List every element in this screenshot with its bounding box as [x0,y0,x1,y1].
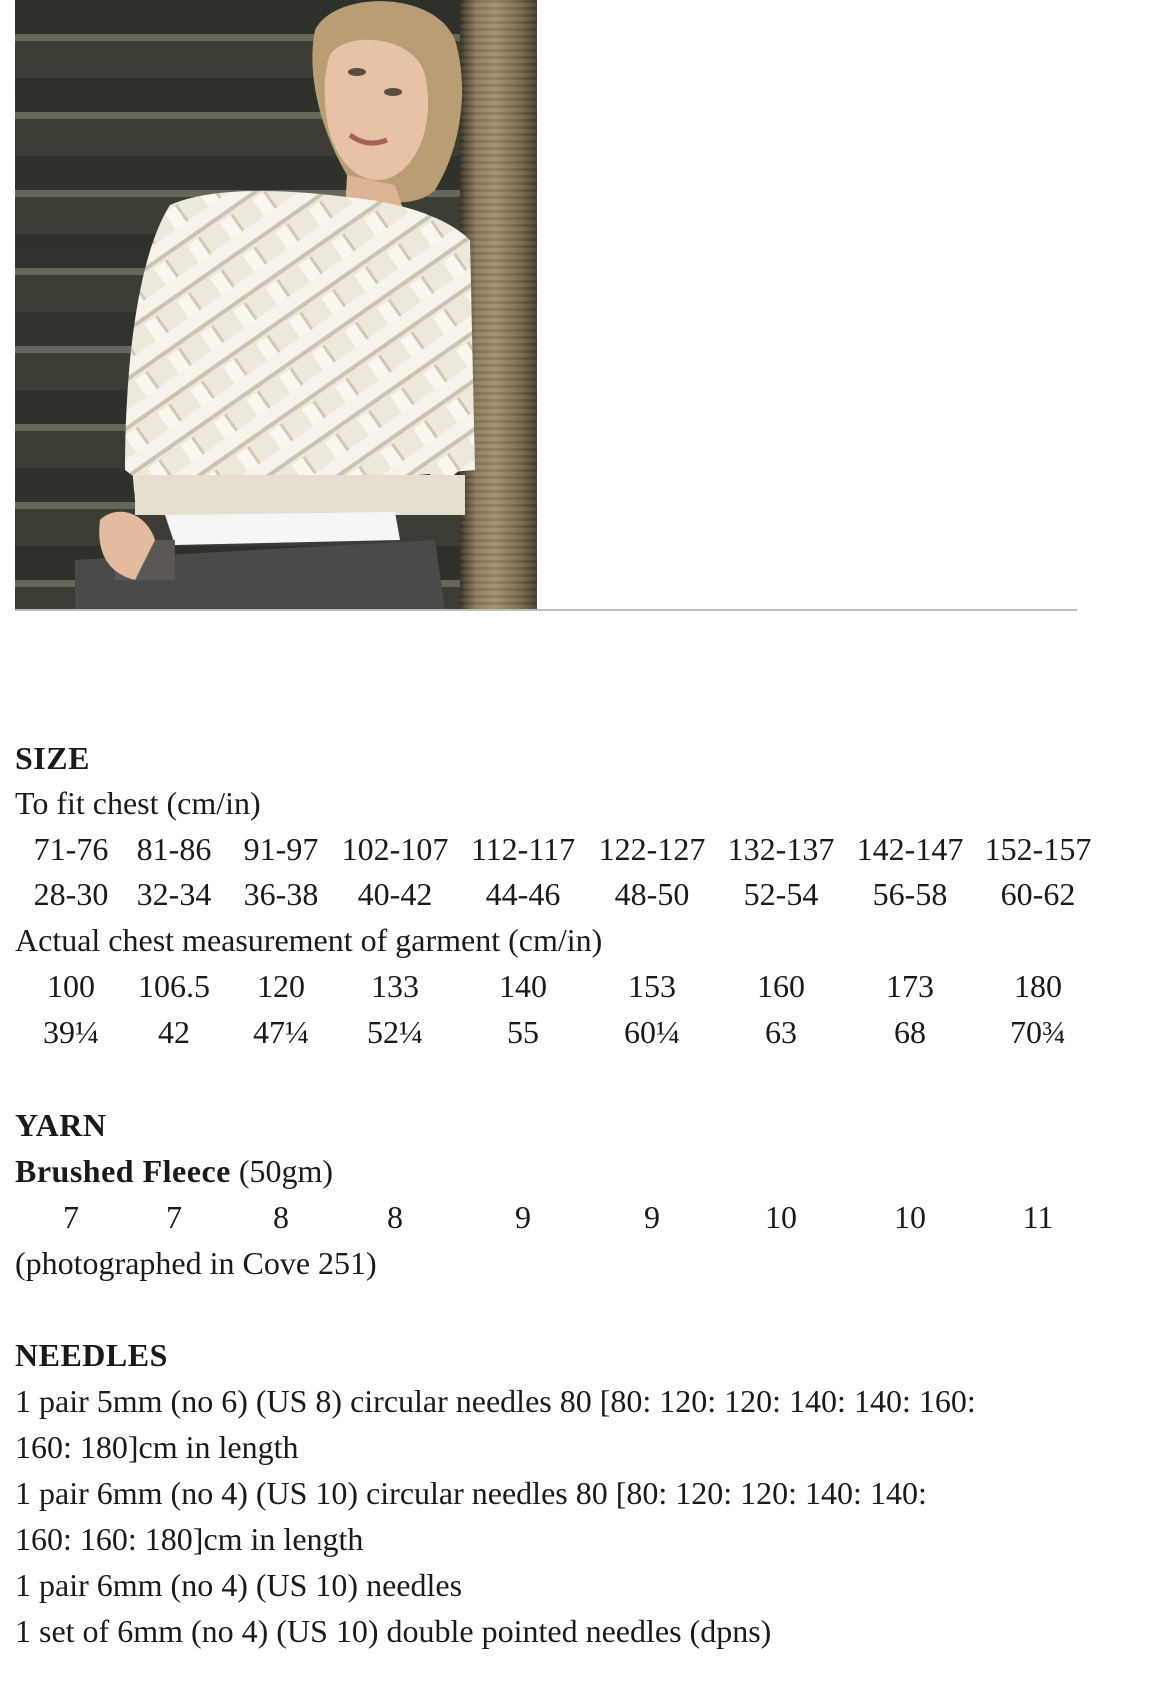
size-heading: SIZE [15,740,90,776]
size-cell: 60¼ [624,1014,680,1050]
size-cell: 42 [158,1014,190,1050]
size-cell: 40-42 [357,876,433,912]
yarn-weight: (50gm) [238,1153,334,1189]
model-photo [15,0,537,609]
size-cell: 102-107 [341,831,449,867]
size-cell: 47¼ [253,1014,309,1050]
size-cell: 122-127 [598,831,706,867]
quantity-cell: 10 [894,1199,926,1235]
quantity-cell: 11 [1022,1199,1054,1235]
size-cell: 52-54 [743,876,819,912]
size-cell: 160 [757,968,805,1004]
woman-in-cable-sweater [15,0,537,609]
needles-line: 1 pair 6mm (no 4) (US 10) needles [15,1567,463,1603]
yarn-line [15,1153,333,1190]
size-cell: 68 [894,1014,926,1050]
size-cell: 133 [371,968,419,1004]
needles-line: 1 set of 6mm (no 4) (US 10) double pointed needles (dpns) [15,1613,772,1649]
size-cell: 39¼ [43,1014,99,1050]
yarn-heading: YARN [15,1107,107,1143]
needles-line: 160: 180]cm in length [15,1429,299,1465]
yarn-name: Brushed Fleece [15,1153,231,1189]
size-cell: 100 [47,968,95,1004]
size-cell: 106.5 [138,968,210,1004]
size-cell: 71-76 [33,831,109,867]
yarn-note: (photographed in Cove 251) [15,1245,377,1281]
needles-heading: NEEDLES [15,1337,168,1373]
quantity-cell: 7 [166,1199,182,1235]
size-cell: 28-30 [33,876,109,912]
size-cell: 55 [507,1014,539,1050]
size-cell: 180 [1014,968,1062,1004]
size-cell: 60-62 [1000,876,1076,912]
size-cell: 56-58 [872,876,948,912]
needles-line: 1 pair 5mm (no 6) (US 8) circular needles 80 [80: 120: 120: 140: 140: 160: [15,1383,976,1419]
size-cell: 44-46 [485,876,561,912]
size-cell: 152-157 [984,831,1092,867]
size-cell: 48-50 [614,876,690,912]
needles-line: 1 pair 6mm (no 4) (US 10) circular needles 80 [80: 120: 120: 140: 140: [15,1475,927,1511]
divider-rule [15,609,1077,611]
actual-chest-label: Actual chest measurement of garment (cm/in) [15,922,603,958]
quantity-cell: 10 [765,1199,797,1235]
quantity-cell: 8 [387,1199,403,1235]
quantity-cell: 7 [63,1199,79,1235]
size-cell: 52¼ [367,1014,423,1050]
size-cell: 36-38 [243,876,319,912]
size-cell: 112-117 [470,831,576,867]
size-cell: 63 [765,1014,797,1050]
size-cell: 173 [886,968,934,1004]
size-cell: 142-147 [856,831,964,867]
quantity-cell: 8 [273,1199,289,1235]
quantity-cell: 9 [644,1199,660,1235]
size-cell: 81-86 [136,831,212,867]
needles-line: 160: 160: 180]cm in length [15,1521,364,1557]
fit-chest-label: To fit chest (cm/in) [15,785,261,821]
size-cell: 70¾ [1010,1014,1066,1050]
size-cell: 153 [628,968,676,1004]
size-cell: 140 [499,968,547,1004]
size-cell: 120 [257,968,305,1004]
quantity-cell: 9 [515,1199,531,1235]
size-cell: 91-97 [243,831,319,867]
size-cell: 132-137 [727,831,835,867]
size-cell: 32-34 [136,876,212,912]
